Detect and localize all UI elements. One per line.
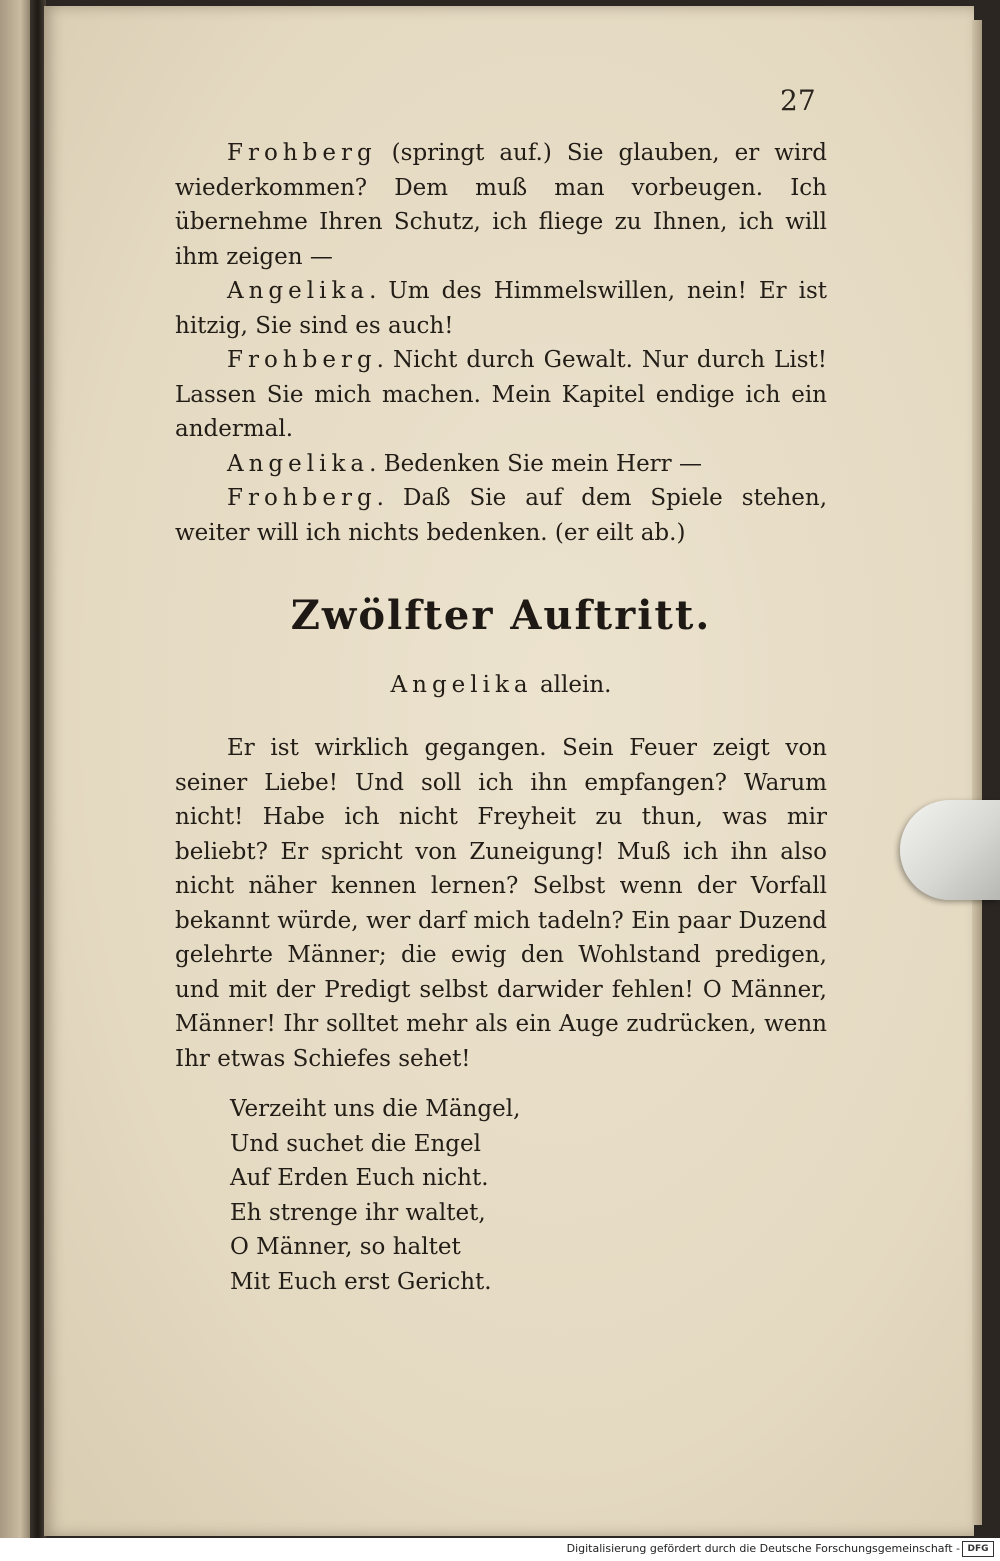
speaker-name: Angelika xyxy=(227,450,370,477)
page-stack-edge xyxy=(972,20,982,1525)
page-clip xyxy=(900,800,1000,900)
poem xyxy=(230,1092,520,1299)
speaker-name: Angelika xyxy=(390,672,533,698)
subtitle-text: allein. xyxy=(532,672,612,698)
paragraph-frohberg-2 xyxy=(175,343,827,447)
scene-subtitle xyxy=(175,672,827,698)
paragraph-angelika-2 xyxy=(175,447,827,482)
speaker-name: Frohberg xyxy=(227,347,377,373)
paragraph-angelika-1 xyxy=(175,274,827,343)
paragraph-text: . Bedenken Sie mein Herr — xyxy=(369,450,702,477)
speaker-name: Frohberg xyxy=(227,485,377,511)
monologue-block xyxy=(175,708,827,1099)
paragraph-frohberg-1 xyxy=(175,136,827,274)
dialogue-block xyxy=(175,136,827,550)
poem-line: O Männer, so haltet xyxy=(230,1234,461,1260)
page-number: 27 xyxy=(780,84,816,117)
paragraph-text: . Daß Sie auf dem Spiele stehen, weiter will ich nichts bedenken. (er eilt ab.) xyxy=(175,485,827,546)
left-page-edge xyxy=(0,0,34,1538)
dfg-logo: DFG xyxy=(962,1541,994,1557)
paragraph-text: . Um des Himmelswillen, nein! Er ist hitzig, Sie sind es auch! xyxy=(175,278,827,339)
paragraph-text: (springt auf.) Sie glauben, er wird wiederkommen? Dem muß man vorbeugen. Ich übernehme Ihren Schutz, ich fliege zu Ihnen, ich will ihm zeigen — xyxy=(175,140,827,270)
paragraph-text: . Nicht durch Gewalt. Nur durch List! Lassen Sie mich machen. Mein Kapitel endige ich ein andermal. xyxy=(175,347,827,442)
poem-line: Eh strenge ihr waltet, xyxy=(230,1199,486,1226)
monologue-text: Er ist wirklich gegangen. Sein Feuer zeigt von seiner Liebe! Und soll ich ihn empfangen? Warum nicht! Habe ich nicht Freyheit zu thun, was mir beliebt? Er spricht von Zuneigung! Muß ich ihn also nicht näher kennen lernen? Selbst wenn der Vorfall bekannt würde, wer darf mich tadeln? Ein paar Duzend gelehrte Männer; die ewig den Wohlstand predigen, und mit der Predigt selbst darwider fehlen! O Männer, Männer! Ihr solltet mehr als ein Auge zudrücken, wenn Ihr etwas Schiefes sehet! xyxy=(175,735,827,1072)
poem-line: Und suchet die Engel xyxy=(230,1130,482,1157)
paragraph-frohberg-3 xyxy=(175,481,827,550)
poem-line: Verzeiht uns die Mängel, xyxy=(230,1096,521,1122)
speaker-name: Angelika xyxy=(227,278,370,304)
poem-line: Auf Erden Euch nicht. xyxy=(230,1165,489,1191)
funding-credit: Digitalisierung gefördert durch die Deutsche Forschungsgemeinschaft - xyxy=(566,1542,960,1555)
speaker-name: Frohberg xyxy=(227,140,377,166)
scene-title: Zwölfter Auftritt. xyxy=(290,592,712,639)
poem-line: Mit Euch erst Gericht. xyxy=(230,1268,492,1295)
